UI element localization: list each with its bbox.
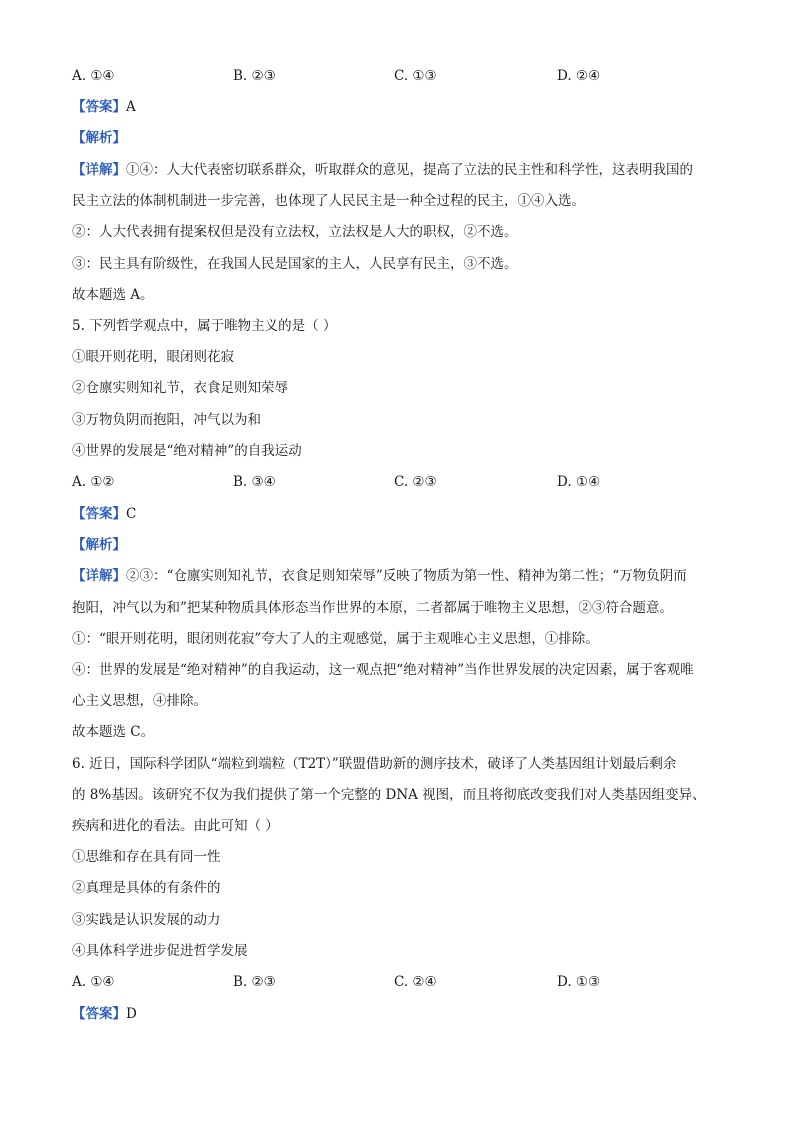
q4-detail-line-3: ②：人大代表拥有提案权但是没有立法权，立法权是人大的职权，②不选。 xyxy=(72,224,518,240)
q5-detail-tag: 【详解】 xyxy=(72,568,126,584)
q5-item-4: ④世界的发展是“绝对精神”的自我运动 xyxy=(72,443,302,459)
q4-detail-tag: 【详解】 xyxy=(72,162,126,178)
q4-detail-line-1 xyxy=(72,161,693,179)
q5-options xyxy=(72,473,722,491)
q6-answer-value: D xyxy=(126,1006,137,1022)
q5-answer-value: C xyxy=(126,506,137,522)
q6-options xyxy=(72,973,722,991)
q5-option-d: D. ①④ xyxy=(557,474,601,490)
q5-detail-line-3: ①：“眼开则花明，眼闭则花寂”夸大了人的主观感觉，属于主观唯心主义思想，①排除。 xyxy=(72,631,599,647)
q4-analysis-heading xyxy=(72,129,126,147)
q5-detail-line-4: ④：世界的发展是“绝对精神”的自我运动，这一观点把“绝对精神”当作世界发展的决定因素，属于客观唯 xyxy=(72,662,694,678)
q6-stem-line-1: 6. 近日，国际科学团队“端粒到端粒（T2T）”联盟借助新的测序技术，破译了人类基因组计划最后剩余 xyxy=(72,756,677,772)
q5-option-c: C. ②③ xyxy=(394,474,437,490)
q6-item-2: ②真理是具体的有条件的 xyxy=(72,880,221,896)
q6-stem-line-2: 的 8%基因。该研究不仅为我们提供了第一个完整的 DNA 视图，而且将彻底改变我们对人类基因组变异、 xyxy=(72,787,706,803)
q5-option-b: B. ③④ xyxy=(233,474,276,490)
q4-detail-line-2: 民主立法的体制机制进一步完善，也体现了人民民主是一种全过程的民主，①④入选。 xyxy=(72,193,585,209)
q6-item-4: ④具体科学进步促进哲学发展 xyxy=(72,943,248,959)
q5-detail-line-2: 抱阳，冲气以为和”把某种物质具体形态当作世界的本原，二者都属于唯物主义思想，②③符合题意。 xyxy=(72,600,673,616)
q6-option-c: C. ②④ xyxy=(394,974,437,990)
q5-item-1: ①眼开则花明，眼闭则花寂 xyxy=(72,349,234,365)
q4-option-a: A. ①④ xyxy=(72,68,115,84)
q6-stem-line-3: 疾病和进化的看法。由此可知（ ） xyxy=(72,818,279,834)
q4-conclusion: 故本题选 A。 xyxy=(72,287,154,303)
q5-detail-line-1 xyxy=(72,567,687,585)
q6-item-3: ③实践是认识发展的动力 xyxy=(72,912,221,928)
q4-answer xyxy=(72,98,136,116)
q4-option-c: C. ①③ xyxy=(394,68,437,84)
q4-answer-tag: 【答案】 xyxy=(72,99,126,115)
q4-detail-line-4: ③：民主具有阶级性，在我国人民是国家的主人，人民享有民主，③不选。 xyxy=(72,256,518,272)
q6-option-b: B. ②③ xyxy=(233,974,276,990)
q5-analysis-tag: 【解析】 xyxy=(72,537,126,553)
q6-option-d: D. ①③ xyxy=(557,974,601,990)
q5-item-2: ②仓廪实则知礼节，衣食足则知荣辱 xyxy=(72,380,288,396)
q5-stem: 5. 下列哲学观点中，属于唯物主义的是（ ） xyxy=(72,318,337,334)
q6-answer-tag: 【答案】 xyxy=(72,1006,126,1022)
q6-answer xyxy=(72,1005,137,1023)
q6-item-1: ①思维和存在具有同一性 xyxy=(72,849,221,865)
q4-answer-value: A xyxy=(126,99,136,115)
q4-option-d: D. ②④ xyxy=(557,68,601,84)
q6-option-a: A. ①④ xyxy=(72,974,115,990)
q5-detail-line-5: 心主义思想，④排除。 xyxy=(72,693,207,709)
q5-answer-tag: 【答案】 xyxy=(72,506,126,522)
q5-detail-text-1: ②③：“仓廪实则知礼节，衣食足则知荣辱”反映了物质为第一性、精神为第二性；“万物负阴而 xyxy=(126,568,687,584)
q4-analysis-tag: 【解析】 xyxy=(72,130,126,146)
q5-answer xyxy=(72,505,136,523)
q5-item-3: ③万物负阴而抱阳，冲气以为和 xyxy=(72,412,261,428)
q5-conclusion: 故本题选 C。 xyxy=(72,724,155,740)
q4-options xyxy=(72,67,722,85)
q4-detail-text-1: ①④：人大代表密切联系群众，听取群众的意见，提高了立法的民主性和科学性，这表明我国的 xyxy=(126,162,693,178)
q5-analysis-heading xyxy=(72,536,126,554)
q5-option-a: A. ①② xyxy=(72,474,115,490)
q4-option-b: B. ②③ xyxy=(233,68,276,84)
